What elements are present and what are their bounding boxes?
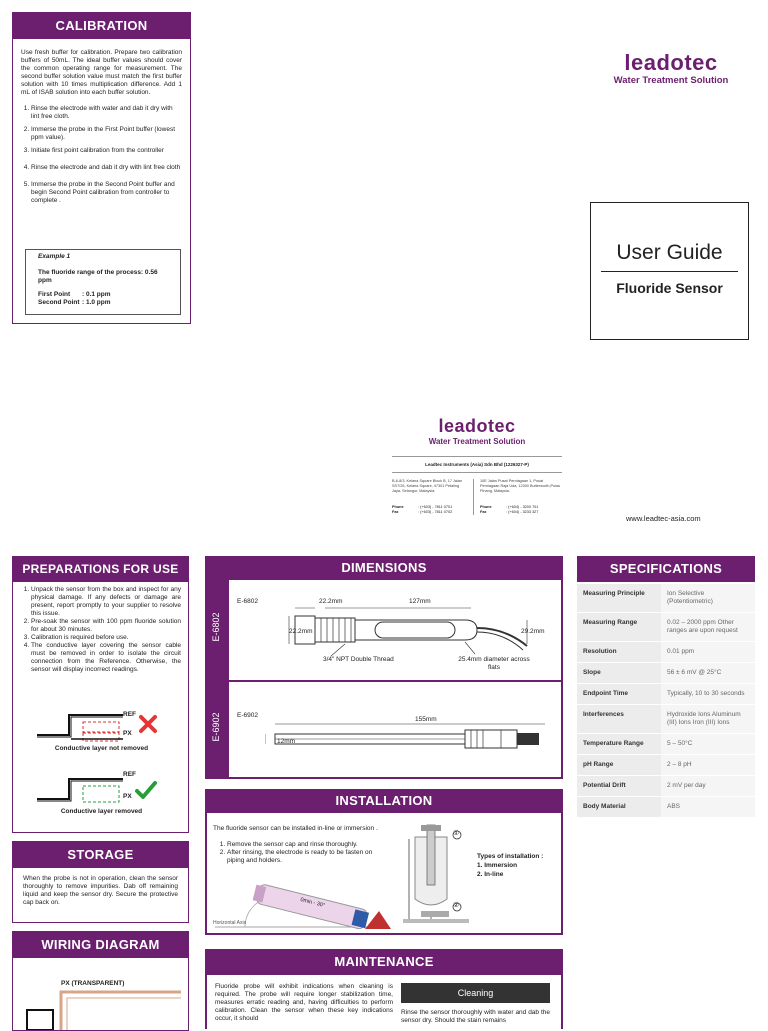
calibration-panel: [12, 12, 191, 324]
dim-flats: 25.4mm diameter across flats: [458, 656, 530, 671]
example-title: Example 1: [38, 253, 71, 260]
spec-row: [577, 684, 755, 705]
dim-22mm-side: 22.2mm: [289, 628, 313, 635]
company-divider-bottom: [392, 472, 562, 473]
maintenance-text: Fluoride probe will exhibit indications when cleaning is required. The probe will require longer stabilization time, measures erratic reading and, having difficulties to perform calibration. Clean the sensor when these key indications occur, it should: [215, 983, 393, 1022]
calibration-step: 5. Immerse the probe in the Second Point buffer and begin Second Point calibration from controller to complete .: [31, 181, 182, 205]
immersion-drawing: [401, 819, 473, 929]
company-divider-top: [392, 456, 562, 457]
second-point-value: : 1.0 ppm: [82, 299, 111, 306]
installation-intro: The fluoride sensor can be installed in-line or immersion .: [213, 825, 378, 832]
spec-value: 5 – 50°C: [661, 734, 755, 754]
calibration-step: 1. Rinse the electrode with water and dab it dry with lint free cloth.: [31, 105, 182, 121]
cross-icon: [141, 717, 155, 731]
logo-wordmark: leadotec: [438, 416, 516, 436]
dim-29mm: 29.2mm: [521, 628, 545, 635]
type-inline: 2. In-line: [477, 871, 504, 878]
calibration-intro: Use fresh buffer for calibration. Prepare two calibration buffers of 50mL. The ideal buffer values should cover the common operating range for measurement. The second buffer solution value must match the first buffer solution with 10 times multiplication difference. Add 1 mL of ISAB solution into each buffer solution.: [21, 49, 182, 96]
calibration-step: 2. Immerse the probe in the First Point buffer (lowest ppm value).: [31, 126, 182, 142]
maintenance-title: MAINTENANCE: [205, 949, 563, 975]
spec-row: [577, 776, 755, 797]
office-1-fax: [392, 510, 469, 515]
phone-value: : (+603) - 7811 0701: [418, 505, 453, 509]
cover-subtitle: Fluoride Sensor: [616, 280, 723, 296]
spec-row: [577, 734, 755, 755]
spec-value: Ion Selective (Potentiometric): [661, 584, 755, 612]
specifications-title: SPECIFICATIONS: [577, 556, 755, 582]
office-1-address: B-6-8/3, Kelana Square Block B, 17 Jalan SS7/26, Kelana Square, 47301 Petaling Jaya, Selangor, Malaysia.: [392, 479, 463, 493]
spec-key: Body Material: [577, 797, 661, 817]
company-name: Leadtec Instruments (Asia) Sdn Bhd (1226327-P): [425, 462, 529, 467]
example-box: [25, 249, 181, 315]
spec-row: [577, 797, 755, 818]
calibration-step: 3. Initiate first point calibration from the controller: [31, 147, 182, 155]
dim-127mm: 127mm: [409, 598, 431, 605]
storage-title: STORAGE: [13, 842, 188, 868]
spec-row: [577, 584, 755, 613]
storage-text: When the probe is not in operation, clean the sensor thoroughly to remove impurities. Dab off remaining liquid and keep the sensor dry. Secure the protective cap back on.: [23, 875, 178, 906]
cleaning-text: Rinse the sensor thoroughly with water and dab the sensor dry. Should the stain remains: [401, 1009, 550, 1024]
spec-value: 2 – 8 pH: [661, 755, 755, 775]
model-label-1: E-6802: [211, 612, 221, 642]
office-1: [392, 479, 474, 515]
spec-value: 0.02 – 2000 ppm Other ranges are upon request: [661, 613, 755, 641]
spec-key: pH Range: [577, 755, 661, 775]
company-block: [392, 456, 562, 515]
phone-value: : (+604) - 3200 701: [506, 505, 539, 509]
maintenance-panel: [205, 949, 563, 1029]
fax-label: Fax: [392, 510, 399, 514]
fax-value: : (+603) - 7811 0702: [418, 510, 453, 514]
probe-e6902-drawing: [265, 714, 555, 754]
cable-removed-diagram: [33, 771, 183, 811]
logo-tagline: Water Treatment Solution: [613, 75, 729, 86]
calibration-title: CALIBRATION: [13, 13, 190, 39]
first-point-value: : 0.1 ppm: [82, 291, 111, 298]
px-label: PX: [123, 730, 132, 737]
dimensions-title: DIMENSIONS: [205, 556, 563, 580]
wiring-title: WIRING DIAGRAM: [13, 932, 188, 958]
wiring-px-label: PX (TRANSPARENT): [61, 980, 125, 987]
ref-label: REF: [123, 711, 136, 718]
cleaning-header: Cleaning: [401, 983, 550, 1003]
second-point-label: Second Point: [38, 299, 80, 306]
office-2: [474, 479, 562, 515]
dim-22mm-top: 22.2mm: [319, 598, 343, 605]
office-2-fax: [480, 510, 562, 515]
spec-key: Measuring Principle: [577, 584, 661, 612]
spec-key: Temperature Range: [577, 734, 661, 754]
installation-step: 2. After rinsing, the electrode is ready to be fasten on piping and holders.: [227, 849, 381, 865]
spec-value: 56 ± 6 mV @ 25°C: [661, 663, 755, 683]
check-icon: [137, 783, 155, 797]
model-label-2: E-6902: [211, 712, 221, 742]
spec-row: [577, 642, 755, 663]
cover-divider: [601, 271, 738, 272]
preparations-item: 4. The conductive layer covering the sensor cable must be removed in order to isolate the circuit connection from the Reference. Otherwise, the sensor will display incorrect readings.: [31, 642, 181, 674]
spec-key: Endpoint Time: [577, 684, 661, 704]
horizontal-axis-label: Horizontal Axis: [213, 920, 247, 926]
spec-value: 2 mV per day: [661, 776, 755, 796]
storage-panel: [12, 841, 189, 923]
angle-label: 0min - 30°: [299, 897, 326, 909]
preparations-list: [13, 582, 188, 674]
website[interactable]: www.leadtec-asia.com: [626, 514, 701, 523]
calibration-steps: [13, 103, 190, 205]
removed-caption: Conductive layer removed: [60, 808, 143, 815]
specifications-panel: [577, 556, 755, 852]
office-2-address: 10E Jalan Pusat Perniagaan 1, Pusat Perniagaan Raja Uda, 12300 Butterworth,Pulau Pinang, Malaysia.: [480, 479, 561, 493]
logo-middle: [412, 416, 542, 446]
installation-step: 1. Remove the sensor cap and rinse thoroughly.: [227, 841, 381, 849]
spec-key: Interferences: [577, 705, 661, 733]
spec-key: Potential Drift: [577, 776, 661, 796]
fax-value: : (+604) - 3233 327: [506, 510, 539, 514]
installation-panel: [205, 789, 563, 935]
wiring-panel: [12, 931, 189, 1031]
preparations-item: 1. Unpack the sensor from the box and inspect for any physical damage. If any defects or damage are present, report promptly to your supplier to resolve this issue.: [31, 586, 181, 618]
preparations-item: 3. Calibration is required before use.: [31, 634, 181, 642]
spec-value: ABS: [661, 797, 755, 817]
dim-12mm: 12mm: [277, 738, 296, 745]
px-label: PX: [123, 793, 132, 800]
callout-2: ②: [453, 902, 460, 909]
phone-label: Phone: [392, 505, 404, 509]
preparations-item: 2. Pre-soak the sensor with 100 ppm fluoride solution for about 30 minutes.: [31, 618, 181, 634]
dim-155mm: 155mm: [415, 716, 437, 723]
preparations-title: PREPARATIONS FOR USE: [13, 557, 188, 582]
cover-box: [590, 202, 749, 340]
spec-value: 0.01 ppm: [661, 642, 755, 662]
preparations-panel: [12, 556, 189, 833]
ref-label: REF: [123, 771, 136, 778]
spec-row: [577, 705, 755, 734]
cover-title: User Guide: [616, 241, 723, 264]
spec-key: Measuring Range: [577, 613, 661, 641]
dim-thread: 3/4" NPT Double Thread: [323, 656, 394, 663]
callout-1: ①: [453, 830, 460, 837]
installation-steps: [213, 841, 381, 865]
company-addresses: [392, 479, 562, 515]
logo-tagline: Water Treatment Solution: [428, 437, 526, 446]
calibration-step: 4. Rinse the electrode and dab it dry with lint free cloth: [31, 164, 182, 172]
model-tag-2: E-6902: [237, 712, 258, 719]
spec-row: [577, 613, 755, 642]
fax-label: Fax: [480, 510, 487, 514]
dimensions-panel: [205, 556, 563, 779]
type-immersion: 1. Immersion: [477, 862, 518, 869]
logo-top: [606, 50, 736, 86]
spec-key: Slope: [577, 663, 661, 683]
logo-wordmark: leadotec: [624, 50, 718, 75]
spec-key: Resolution: [577, 642, 661, 662]
spec-value: Hydroxide Ions Aluminum (III) Ions Iron (III) Ions: [661, 705, 755, 733]
example-first: [38, 291, 168, 299]
first-point-label: First Point: [38, 291, 71, 298]
spec-row: [577, 755, 755, 776]
phone-label: Phone: [480, 505, 492, 509]
types-title: Types of installation :: [477, 853, 544, 860]
specifications-table: [577, 584, 755, 818]
model-tag-1: E-6802: [237, 598, 258, 605]
example-second: [38, 299, 168, 307]
not-removed-caption: Conductive layer not removed: [54, 745, 149, 752]
spec-value: Typically, 10 to 30 seconds: [661, 684, 755, 704]
spec-row: [577, 663, 755, 684]
installation-title: INSTALLATION: [205, 789, 563, 813]
example-range: The fluoride range of the process: 0.56 ppm: [38, 269, 158, 284]
